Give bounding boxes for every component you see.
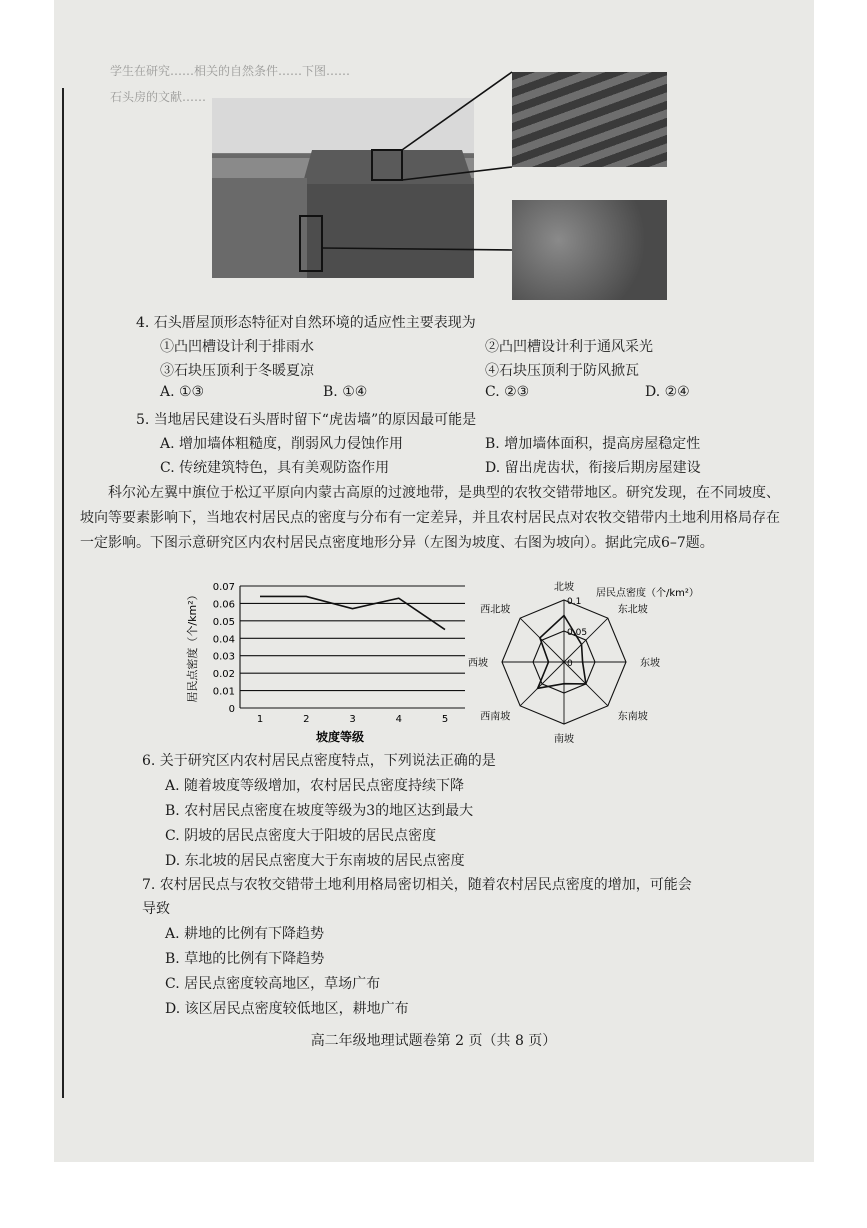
q4-stem: 4. 石头厝屋顶形态特征对自然环境的适应性主要表现为 [136, 315, 476, 331]
q6-option-a[interactable]: A. 随着坡度等级增加，农村居民点密度持续下降 [165, 778, 465, 794]
radar-axis-label: 北坡 [554, 582, 574, 593]
q5-option-b[interactable]: B. 增加墙体面积，提高房屋稳定性 [485, 436, 701, 452]
y-tick-label: 0 [228, 704, 235, 715]
q5-option-c[interactable]: C. 传统建筑特色，具有美观防盗作用 [160, 460, 390, 476]
radar-axis-label: 东南坡 [617, 711, 648, 723]
q4-statement-1: ①凸凹槽设计利于排雨水 [160, 339, 314, 355]
y-axis-label: 居民点密度（个/km²） [186, 589, 199, 703]
slope-line-chart [170, 578, 480, 748]
radar-spoke [520, 662, 564, 706]
q5-option-a[interactable]: A. 增加墙体粗糙度，削弱风力侵蚀作用 [160, 436, 404, 452]
bleed-text-1: 学生在研究……相关的自然条件……下图…… [110, 64, 351, 78]
radar-axis-label: 西坡 [468, 658, 488, 669]
y-tick-label: 0.06 [212, 599, 235, 611]
q4-option-b[interactable]: B. ①④ [323, 384, 368, 400]
x-tick-label: 2 [303, 714, 310, 725]
q7-option-c[interactable]: C. 居民点密度较高地区，草场广布 [165, 976, 381, 992]
q5-stem: 5. 当地居民建设石头厝时留下“虎齿墙”的原因最可能是 [136, 412, 477, 428]
q7-option-a[interactable]: A. 耕地的比例有下降趋势 [165, 926, 325, 942]
radar-r-tick: 0.1 [567, 597, 582, 607]
x-tick-label: 5 [441, 714, 449, 725]
x-tick-label: 4 [395, 714, 402, 725]
x-tick-label: 1 [256, 714, 264, 725]
radar-title: 居民点密度（个/km²） [596, 588, 699, 599]
y-tick-label: 0.01 [212, 686, 235, 698]
radar-spoke [564, 618, 608, 662]
radar-axis-label: 东坡 [640, 658, 660, 669]
series-polygon [538, 616, 586, 689]
q7-stem-line2: 导致 [142, 901, 170, 917]
q4-statement-4: ④石块压顶利于防风掀瓦 [485, 363, 639, 379]
radar-r-tick: 0 [567, 659, 573, 669]
passage-6-7: 科尔沁左翼中旗位于松辽平原向内蒙古高原的过渡地带，是典型的农牧交错带地区。研究发现，在不同坡度、坡向等要素影响下，当地农村居民点的密度与分布有一定差异，并且农村居民点对农牧交错带内土地利用格局存在一定影响。下图示意研究区内农村居民点密度地形分异（左图为坡度、右图为坡向）。据此完成6–7题。 [80, 485, 780, 551]
q6-option-b[interactable]: B. 农村居民点密度在坡度等级为3的地区达到最大 [165, 803, 474, 819]
radar-axis-label: 东北坡 [617, 604, 648, 616]
q5-option-d[interactable]: D. 留出虎齿状，衔接后期房屋建设 [485, 460, 701, 476]
y-tick-label: 0.07 [212, 582, 235, 593]
y-tick-label: 0.03 [212, 651, 235, 663]
x-axis-label: 坡度等级 [315, 730, 365, 744]
page-footer: 高二年级地理试题卷第 2 页（共 8 页） [310, 1033, 557, 1049]
radar-axis-label: 西北坡 [480, 604, 511, 616]
q7-option-b[interactable]: B. 草地的比例有下降趋势 [165, 951, 325, 967]
aspect-radar-chart [468, 578, 699, 748]
bleed-text-2: 石头房的文献…… [110, 90, 207, 104]
y-tick-label: 0.05 [212, 616, 235, 628]
radar-r-tick: 0.05 [567, 628, 588, 638]
q4-statement-3: ③石块压顶利于冬暖夏凉 [160, 363, 314, 379]
series-line [260, 596, 445, 629]
q6-option-c[interactable]: C. 阴坡的居民点密度大于阳坡的居民点密度 [165, 828, 437, 844]
q7-option-d[interactable]: D. 该区居民点密度较低地区，耕地广布 [165, 1001, 409, 1017]
x-tick-label: 3 [349, 714, 356, 725]
q7-stem-line1: 7. 农村居民点与农牧交错带土地利用格局密切相关，随着农村居民点密度的增加，可能会 [142, 877, 692, 893]
q4-option-a[interactable]: A. ①③ [160, 384, 205, 400]
y-tick-label: 0.02 [212, 669, 235, 681]
q6-option-d[interactable]: D. 东北坡的居民点密度大于东南坡的居民点密度 [165, 853, 465, 869]
radar-axis-label: 西南坡 [480, 711, 511, 723]
q6-stem: 6. 关于研究区内农村居民点密度特点，下列说法正确的是 [142, 753, 496, 769]
radar-spoke [520, 618, 564, 662]
photo-connectors [0, 0, 867, 320]
y-tick-label: 0.04 [212, 634, 235, 646]
radar-axis-label: 南坡 [554, 734, 574, 745]
q4-statement-2: ②凸凹槽设计利于通风采光 [485, 339, 653, 355]
q4-option-c[interactable]: C. ②③ [485, 384, 530, 400]
q4-option-d[interactable]: D. ②④ [645, 384, 690, 400]
